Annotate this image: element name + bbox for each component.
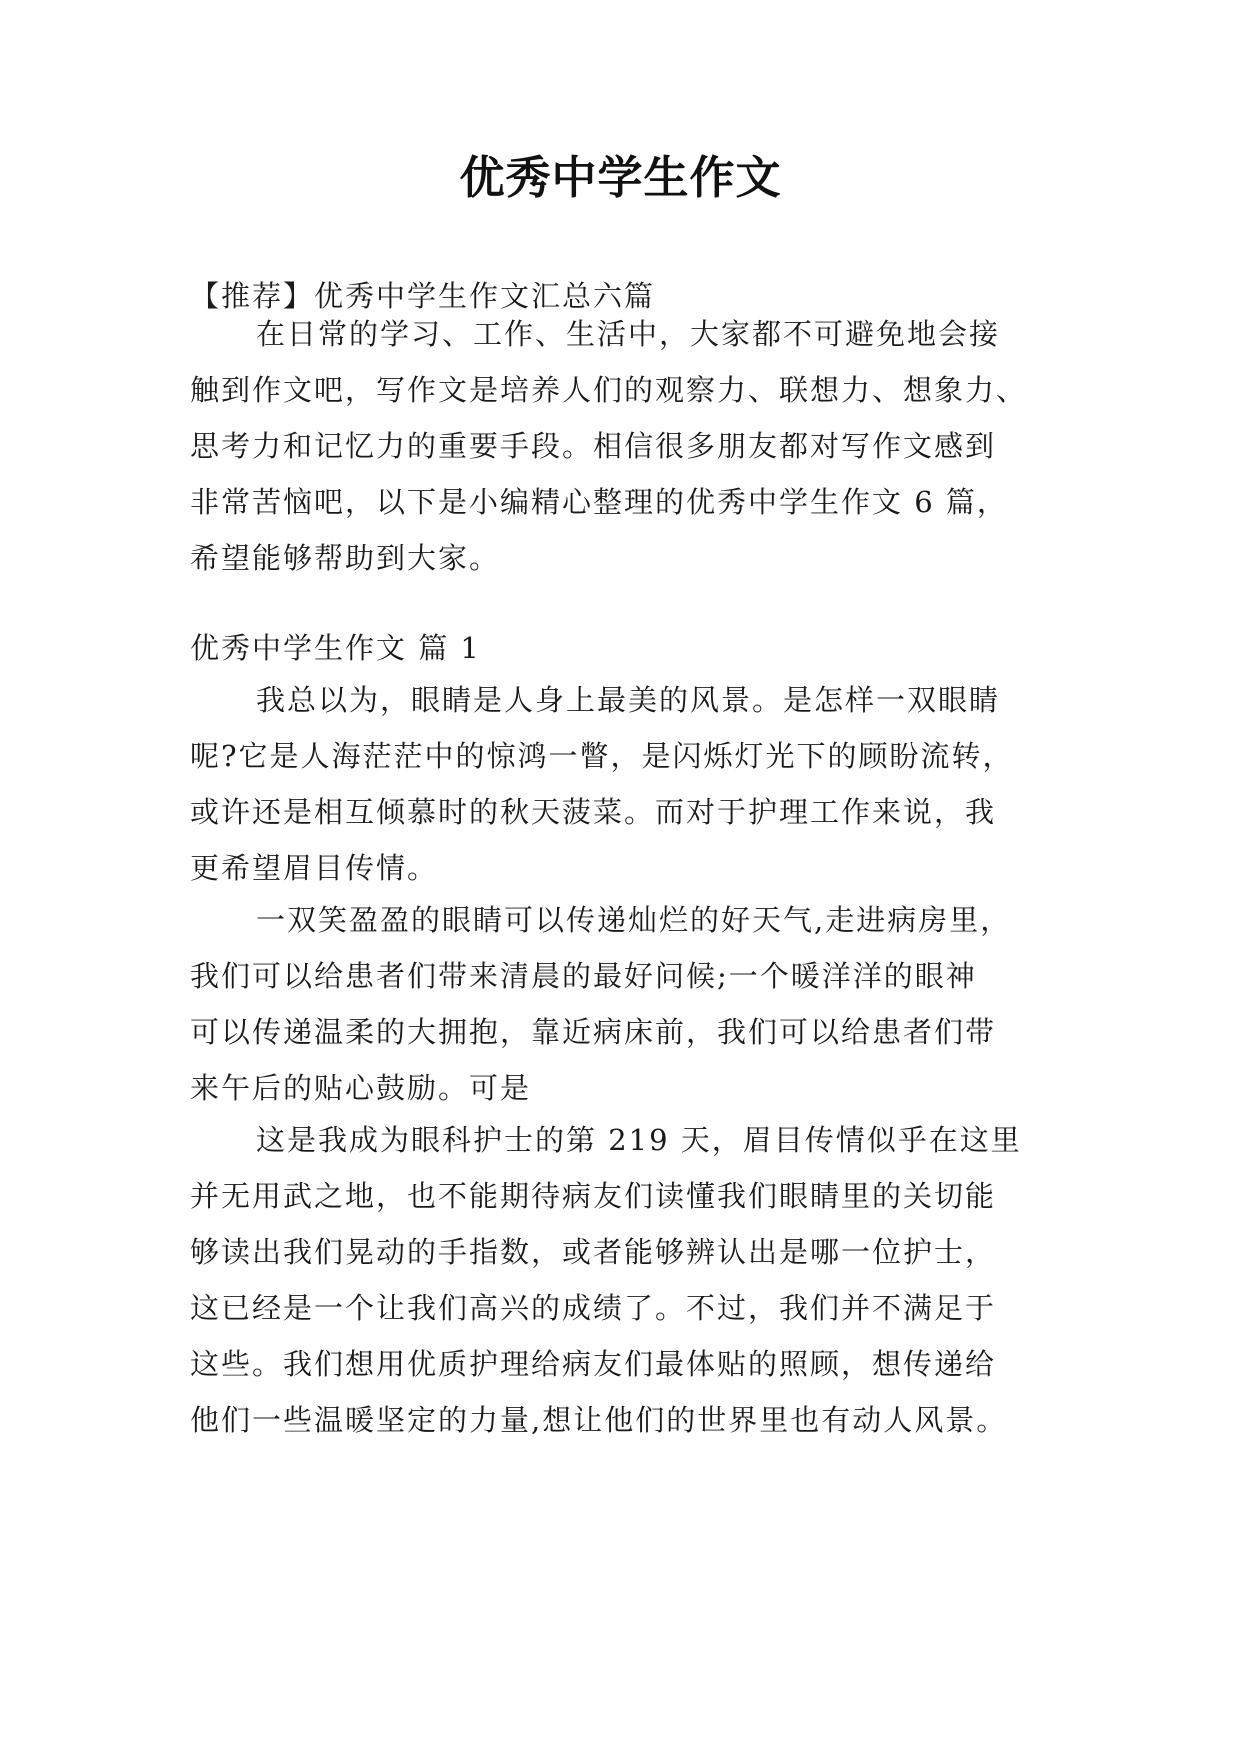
section-heading: 优秀中学生作文 篇 1 — [190, 631, 481, 665]
paragraph-line: 他们一些温暖坚定的力量,想让他们的世界里也有动人风景。 — [190, 1403, 1008, 1437]
intro-line: 希望能够帮助到大家。 — [190, 541, 501, 575]
intro-line: 思考力和记忆力的重要手段。相信很多朋友都对写作文感到 — [190, 429, 997, 463]
document-subtitle: 【推荐】优秀中学生作文汇总六篇 — [190, 279, 656, 313]
paragraph-line: 一双笑盈盈的眼睛可以传递灿烂的好天气,走进病房里， — [256, 903, 1012, 937]
paragraph-line: 或许还是相互倾慕时的秋天菠菜。而对于护理工作来说，我 — [190, 795, 997, 829]
paragraph-line: 够读出我们晃动的手指数，或者能够辨认出是哪一位护士， — [190, 1235, 997, 1269]
intro-paragraph — [190, 306, 1070, 586]
paragraph-line: 我总以为，眼睛是人身上最美的风景。是怎样一双眼睛 — [256, 683, 1001, 717]
paragraph-line: 来午后的贴心鼓励。可是 — [190, 1071, 532, 1105]
intro-line: 触到作文吧，写作文是培养人们的观察力、联想力、想象力、 — [190, 373, 1028, 407]
section-heading-line — [190, 620, 1070, 676]
intro-line: 在日常的学习、工作、生活中，大家都不可避免地会接 — [256, 317, 1001, 351]
intro-line: 非常苦恼吧，以下是小编精心整理的优秀中学生作文 6 篇， — [190, 485, 1008, 519]
paragraph-line: 可以传递温柔的大拥抱，靠近病床前，我们可以给患者们带 — [190, 1015, 997, 1049]
paragraph-line: 我们可以给患者们带来清晨的最好问候;一个暖洋洋的眼神 — [190, 959, 977, 993]
paragraph-line: 并无用武之地，也不能期待病友们读懂我们眼睛里的关切能 — [190, 1179, 997, 1213]
paragraph-line: 这已经是一个让我们高兴的成绩了。不过，我们并不满足于 — [190, 1291, 997, 1325]
paragraph-line: 更希望眉目传情。 — [190, 851, 439, 885]
paragraph-line: 这是我成为眼科护士的第 219 天，眉目传情似乎在这里 — [256, 1123, 1022, 1157]
paragraph-line: 呢?它是人海茫茫中的惊鸿一瞥，是闪烁灯光下的顾盼流转， — [190, 739, 1014, 773]
paragraph-3 — [190, 1112, 1070, 1448]
paragraph-1 — [190, 672, 1070, 896]
document-title: 优秀中学生作文 — [459, 151, 782, 204]
paragraph-2 — [190, 892, 1070, 1116]
paragraph-line: 这些。我们想用优质护理给病友们最体贴的照顾，想传递给 — [190, 1347, 997, 1381]
